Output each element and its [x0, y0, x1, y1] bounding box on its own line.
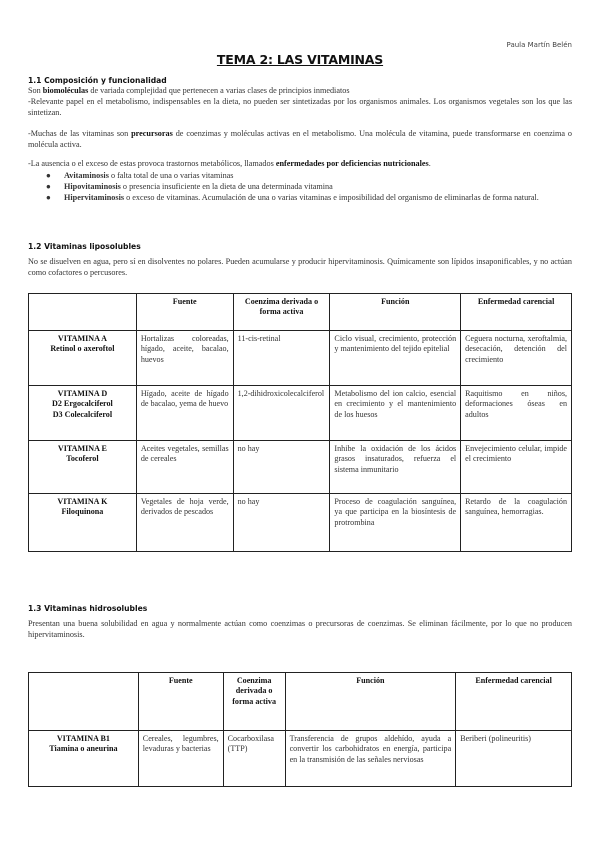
enfermedad-cell: Retardo de la coagulación sanguínea, hemorragias. — [461, 494, 572, 552]
table-row — [29, 731, 572, 787]
column-header: Enfermedad carencial — [456, 673, 572, 731]
bullet-icon: ● — [46, 181, 51, 191]
bullet-icon: ● — [46, 192, 51, 202]
text: . — [428, 159, 431, 168]
coenzima-cell: 1,2-dihidroxicolecalciferol — [233, 386, 330, 441]
fuente-cell: Vegetales de hoja verde, derivados de pescados — [136, 494, 233, 552]
text: Son — [28, 86, 43, 95]
column-header: Función — [330, 294, 461, 331]
bold-term: biomoléculas — [42, 86, 89, 95]
paragraph-precursoras — [28, 129, 572, 151]
vitamin-name: VITAMINA K Filoquinona — [57, 497, 108, 517]
section-heading-liposolubles: 1.2 Vitaminas liposolubles — [28, 242, 141, 251]
page-title: TEMA 2: LAS VITAMINAS — [216, 52, 384, 67]
list-item — [28, 171, 572, 182]
table-header-row — [29, 294, 572, 331]
bold-term: precursoras — [131, 129, 173, 138]
table-row — [29, 331, 572, 386]
vitamin-name-cell — [29, 731, 139, 787]
vitamin-name: VITAMINA D D2 Ergocalciferol D3 Colecalciferol — [52, 389, 113, 419]
column-header: Fuente — [138, 673, 223, 731]
vitamin-name-cell — [29, 441, 137, 494]
column-header — [29, 673, 139, 731]
fuente-cell: Hortalizas coloreadas, hígado, aceite, bacalao, huevos — [136, 331, 233, 386]
liposolubles-table — [28, 293, 572, 552]
vitamin-name-cell — [29, 331, 137, 386]
text: -La ausencia o el exceso de estas provoca trastornos metabólicos, llamados — [28, 159, 276, 168]
bold-term: Hipovitaminosis — [64, 181, 121, 191]
funcion-cell: Ciclo visual, crecimiento, protección y mantenimiento del tejido epitelial — [330, 331, 461, 386]
section-heading-hidrosolubles: 1.3 Vitaminas hidrosolubles — [28, 604, 148, 613]
text: de variada complejidad que pertenecen a varias clases de principios inmediatos — [88, 86, 350, 95]
paragraph-ausencia — [28, 159, 572, 170]
list-item — [28, 182, 572, 193]
vitamin-name: VITAMINA A Retinol o axeroftol — [50, 334, 115, 354]
paragraph-hidrosolubles-intro: Presentan una buena solubilidad en agua y normalmente actúan como coenzimas o precursoras de coenzimas. Se eliminan fácilmente, por lo que no producen hipervitaminosis. — [28, 619, 572, 639]
funcion-cell: Transferencia de grupos aldehído, ayuda a convertir los carbohidratos en energía, participa en la transmisión de las señales nerviosas — [285, 731, 456, 787]
vitamin-name: VITAMINA B1 Tiamina o aneurina — [49, 734, 118, 754]
text: o presencia insuficiente en la dieta de una determinada vitamina — [120, 181, 333, 191]
fuente-cell: Hígado, aceite de hígado de bacalao, yema de huevo — [136, 386, 233, 441]
fuente-cell: Cereales, legumbres, levaduras y bacterias — [138, 731, 223, 787]
table-header-row — [29, 673, 572, 731]
paragraph-metabolismo: -Relevante papel en el metabolismo, indispensables en la dieta, no pueden ser sintetizadas por los organismos animales. Los organismos vegetales son los que las sintetizan. — [28, 97, 572, 117]
enfermedad-cell: Envejecimiento celular, impide el crecimiento — [461, 441, 572, 494]
column-header: Fuente — [136, 294, 233, 331]
coenzima-cell: 11-cis-retinal — [233, 331, 330, 386]
bullet-icon: ● — [46, 171, 51, 180]
enfermedad-cell: Ceguera nocturna, xeroftalmia, desecación, detención del crecimiento — [461, 331, 572, 386]
paragraph-liposolubles-intro: No se disuelven en agua, pero sí en disolventes no polares. Pueden acumularse y producir hipervitaminosis. Químicamente son lípidos insaponificables, y no actúan como cofactores o percusores. — [28, 257, 572, 277]
table-row — [29, 441, 572, 494]
table-row — [29, 494, 572, 552]
funcion-cell: Metabolismo del ion calcio, esencial en crecimiento y el mantenimiento de los huesos — [330, 386, 461, 441]
coenzima-cell: Cocarboxilasa (TTP) — [223, 731, 285, 787]
bold-term: enfermedades por deficiencias nutricionales — [275, 159, 429, 168]
coenzima-cell: no hay — [233, 441, 330, 494]
enfermedad-cell: Beriberi (polineuritis) — [456, 731, 572, 787]
funcion-cell: Proceso de coagulación sanguínea, ya que participa en la biosíntesis de protrombina — [330, 494, 461, 552]
bold-term: Avitaminosis — [64, 171, 109, 180]
coenzima-cell: no hay — [233, 494, 330, 552]
column-header — [29, 294, 137, 331]
list-item — [28, 193, 572, 204]
bold-term: Hipervitaminosis — [64, 192, 125, 202]
vitamin-name: VITAMINA E Tocoferol — [57, 444, 107, 464]
funcion-cell: Inhibe la oxidación de los ácidos grasos insaturados, refuerza el sistema inmunitario — [330, 441, 461, 494]
paragraph-biomoleculas — [28, 86, 572, 97]
hidrosolubles-table — [28, 672, 572, 787]
column-header: Coenzima derivada o forma activa — [223, 673, 285, 731]
enfermedad-cell: Raquitismo en niños, deformaciones óseas en adultos — [461, 386, 572, 441]
column-header: Enfermedad carencial — [461, 294, 572, 331]
vitamin-name-cell — [29, 494, 137, 552]
text: o falta total de una o varias vitaminas — [108, 171, 234, 180]
text: -Muchas de las vitaminas son — [28, 129, 132, 138]
text: o exceso de vitaminas. Acumulación de una o varias vitaminas e imposibilidad del organismo de eliminarlas de forma natural. — [124, 192, 539, 202]
section-heading-composicion: 1.1 Composición y funcionalidad — [28, 76, 167, 85]
author-name: Paula Martín Belén — [506, 41, 572, 49]
column-header: Función — [285, 673, 456, 731]
table-row — [29, 386, 572, 441]
vitaminosis-list — [28, 171, 572, 203]
fuente-cell: Aceites vegetales, semillas de cereales — [136, 441, 233, 494]
column-header: Coenzima derivada o forma activa — [233, 294, 330, 331]
text: de coenzimas y moléculas activas en el metabolismo. Una molécula de vitamina, puede transformarse en coenzima o molécula activa. — [28, 129, 572, 149]
vitamin-name-cell — [29, 386, 137, 441]
